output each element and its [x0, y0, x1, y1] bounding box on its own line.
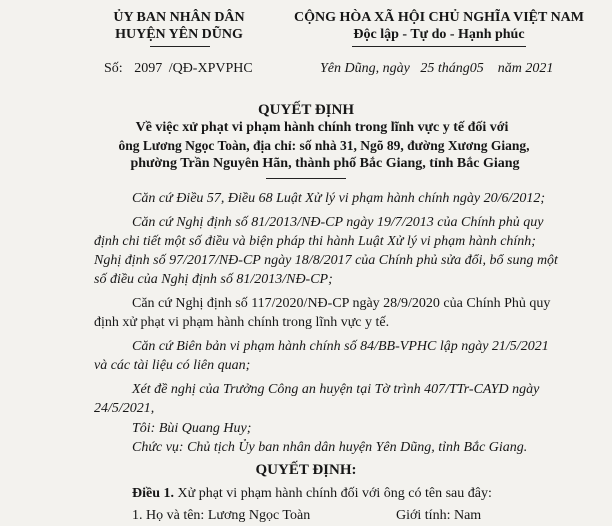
basis-2-line-2: định chi tiết một số điều và biện pháp thi hành Luật Xử lý vi phạm hành chính;: [94, 234, 536, 249]
article-1-label: Điều 1.: [132, 486, 174, 501]
subject-line-1: Về việc xử phạt vi phạm hành chính trong lĩnh vực y tế đối với: [135, 120, 509, 135]
doc-number: 2097: [134, 61, 163, 76]
basis-3-line-1: Căn cứ Nghị định số 117/2020/NĐ-CP ngày 28/9/2020 của Chính Phủ quy: [132, 296, 551, 311]
decision-title: QUYẾT ĐỊNH: [258, 102, 354, 118]
basis-5-line-1: Xét đề nghị của Trưởng Công an huyện tại Tờ trình 407/TTr-CAYD ngày: [132, 382, 540, 397]
signer-position: Chức vụ: Chủ tịch Ủy ban nhân dân huyện Yên Dũng, tỉnh Bắc Giang.: [132, 440, 528, 455]
article-1: [132, 486, 492, 502]
subject-line-3: phường Trần Nguyên Hãn, thành phố Bắc Giang, tỉnh Bắc Giang: [130, 156, 520, 171]
title-underline: [266, 178, 346, 179]
subject-line-2: ông Lương Ngọc Toàn, địa chỉ: số nhà 31, Ngõ 89, đường Xương Giang,: [118, 138, 530, 153]
basis-5-line-2: 24/5/2021,: [94, 401, 155, 416]
decision-heading: QUYẾT ĐỊNH:: [255, 462, 357, 478]
motto-underline: [352, 46, 526, 47]
basis-4-line-1: Căn cứ Biên bản vi phạm hành chính số 84/BB-VPHC lập ngày 21/5/2021: [132, 339, 549, 354]
item-1-gender: Giới tính: Nam: [396, 508, 482, 523]
org-name-line1: ỦY BAN NHÂN DÂN: [113, 10, 245, 25]
basis-4-line-2: và các tài liệu có liên quan;: [94, 358, 251, 373]
signer-name: Tôi: Bùi Quang Huy;: [132, 421, 252, 436]
nation-title: CỘNG HÒA XÃ HỘI CHỦ NGHĨA VIỆT NAM: [293, 10, 584, 25]
doc-code: /QĐ-XPVPHC: [168, 61, 253, 76]
doc-number-label: Số:: [104, 61, 123, 76]
basis-1: Căn cứ Điều 57, Điều 68 Luật Xử lý vi phạm hành chính ngày 20/6/2012;: [132, 191, 546, 206]
nation-motto: Độc lập - Tự do - Hạnh phúc: [353, 27, 525, 42]
org-underline: [150, 46, 210, 47]
basis-3-line-2: định xử phạt vi phạm hành chính trong lĩnh vực y tế.: [94, 315, 390, 330]
item-1-name: 1. Họ và tên: Lương Ngọc Toàn: [132, 508, 311, 523]
basis-2-line-3: Nghị định số 97/2017/NĐ-CP ngày 18/8/2017 của Chính phủ sửa đổi, bổ sung một: [94, 253, 558, 268]
basis-2-line-4: số điều của Nghị định số 81/2013/NĐ-CP;: [94, 272, 333, 287]
place-date: Yên Dũng, ngày 25 tháng05 năm 2021: [320, 61, 554, 76]
org-name-line2: HUYỆN YÊN DŨNG: [115, 27, 243, 42]
doc-number-row: [104, 61, 253, 77]
article-1-text: Xử phạt vi phạm hành chính đối với ông có tên sau đây:: [174, 486, 492, 501]
basis-2-line-1: Căn cứ Nghị định số 81/2013/NĐ-CP ngày 19/7/2013 của Chính phủ quy: [132, 215, 544, 230]
